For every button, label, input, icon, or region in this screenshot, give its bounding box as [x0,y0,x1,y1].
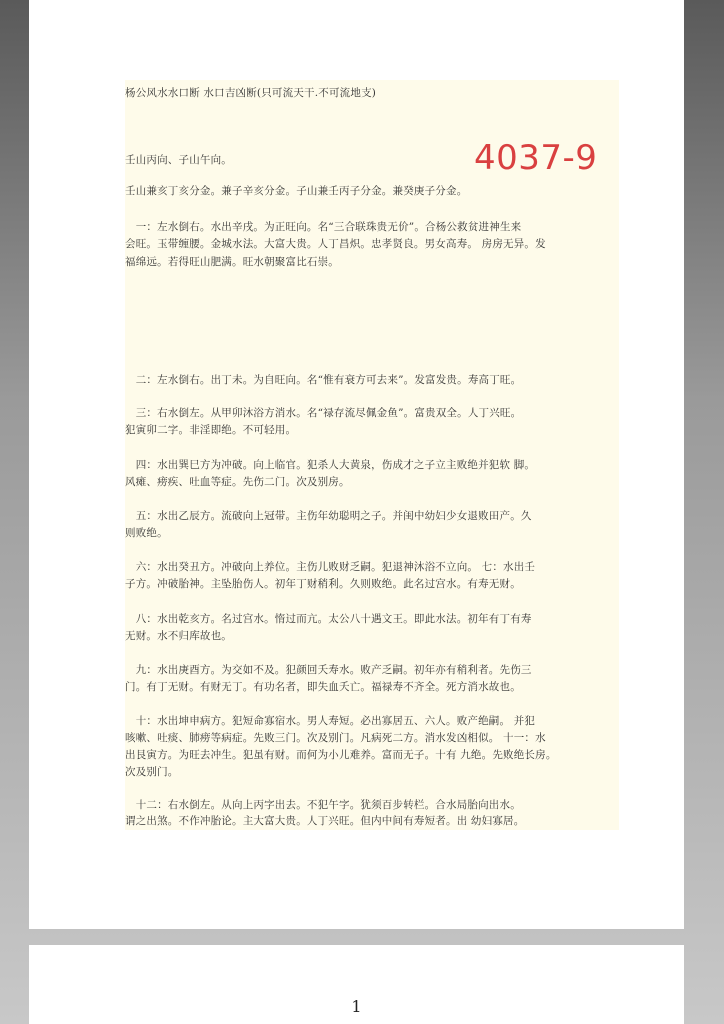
text-line: 会旺。玉带缠腰。金城水法。大富大贵。人丁昌炽。忠孝贤良。男女高寿。 房房无异。发 [125,238,546,250]
text-line: 子方。冲破胎神。主坠胎伤人。初年丁财稍利。久则败绝。此名过宫水。有寿无财。 [125,578,521,590]
text-line: 四：水出巽巳方为冲破。向上临官。犯杀人大黄泉，伤成才之子立主败绝并犯软 脚。 [125,459,536,471]
document-header: 杨公风水水口断 水口吉凶断(只可流天干.不可流地支) [125,87,377,99]
text-line: 咳嗽、吐痰、肺痨等病症。先败三门。次及别门。凡病死二方。消水发凶相似。 十一：水 [125,732,546,744]
scanned-text-image [125,80,619,830]
text-line: 三：右水倒左。从甲卯沐浴方消水。名“禄存流尽佩金鱼”。富贵双全。人丁兴旺。 [125,407,522,419]
page-number: 1 [351,997,362,1016]
text-line: 出艮寅方。为旺去冲生。犯虽有财。而何为小儿难养。富而无子。十有 九绝。先败绝长房。 [125,749,557,761]
text-line: 门。有丁无财。有财无丁。有功名者，即失血夭亡。福禄寿不齐全。死方消水故也。 [125,681,521,693]
text-line: 犯寅卯二字。非淫即绝。不可轻用。 [125,424,297,436]
text-line: 壬山兼亥丁亥分金。兼子辛亥分金。子山兼壬丙子分金。兼癸庚子分金。 [125,185,468,197]
text-line: 次及别门。 [125,766,179,778]
document-page [29,0,684,929]
text-line: 一：左水倒右。水出辛戌。为正旺向。名“三合联珠贵无价”。合杨公救贫进神生来 [125,221,522,233]
text-line: 九：水出庚酉方。为交如不及。犯颜回夭寿水。败产乏嗣。初年亦有稍利者。先伤三 [125,664,532,676]
text-line: 谓之出煞。不作冲胎论。主大富大贵。人丁兴旺。但内中间有寿短者。出 幼妇寡居。 [125,815,525,827]
text-line: 壬山丙向、子山午向。 [125,154,232,166]
text-line: 六：水出癸丑方。冲破向上养位。主伤儿败财乏嗣。犯退神沐浴不立向。 七：水出壬 [125,561,536,573]
text-line: 福绵远。若得旺山肥满。旺水朝聚富比石崇。 [125,256,339,268]
text-line: 八：水出乾亥方。名过宫水。惰过而亢。太公八十遇文王。即此水法。初年有丁有寿 [125,613,532,625]
text-line: 五：水出乙辰方。流破向上冠带。主伤年幼聪明之子。并闺中幼妇少女退败田产。久 [125,510,532,522]
text-line: 十：水出坤申病方。犯短命寡宿水。男人寿短。必出寡居五、六人。败产绝嗣。 并犯 [125,715,536,727]
text-line: 无财。水不归库故也。 [125,630,232,642]
document-stamp: 4037-9 [474,138,598,178]
text-line: 二：左水倒右。出丁未。为自旺向。名“惟有衰方可去来”。发富发贵。寿高丁旺。 [125,374,522,386]
text-line: 十二：右水倒左。从向上丙字出去。不犯午字。犹须百步转栏。合水局胎向出水。 [125,799,521,811]
next-page [29,945,684,1024]
text-line: 则败绝。 [125,527,168,539]
text-line: 风瘫、痨疾、吐血等症。先伤二门。次及别房。 [125,476,350,488]
